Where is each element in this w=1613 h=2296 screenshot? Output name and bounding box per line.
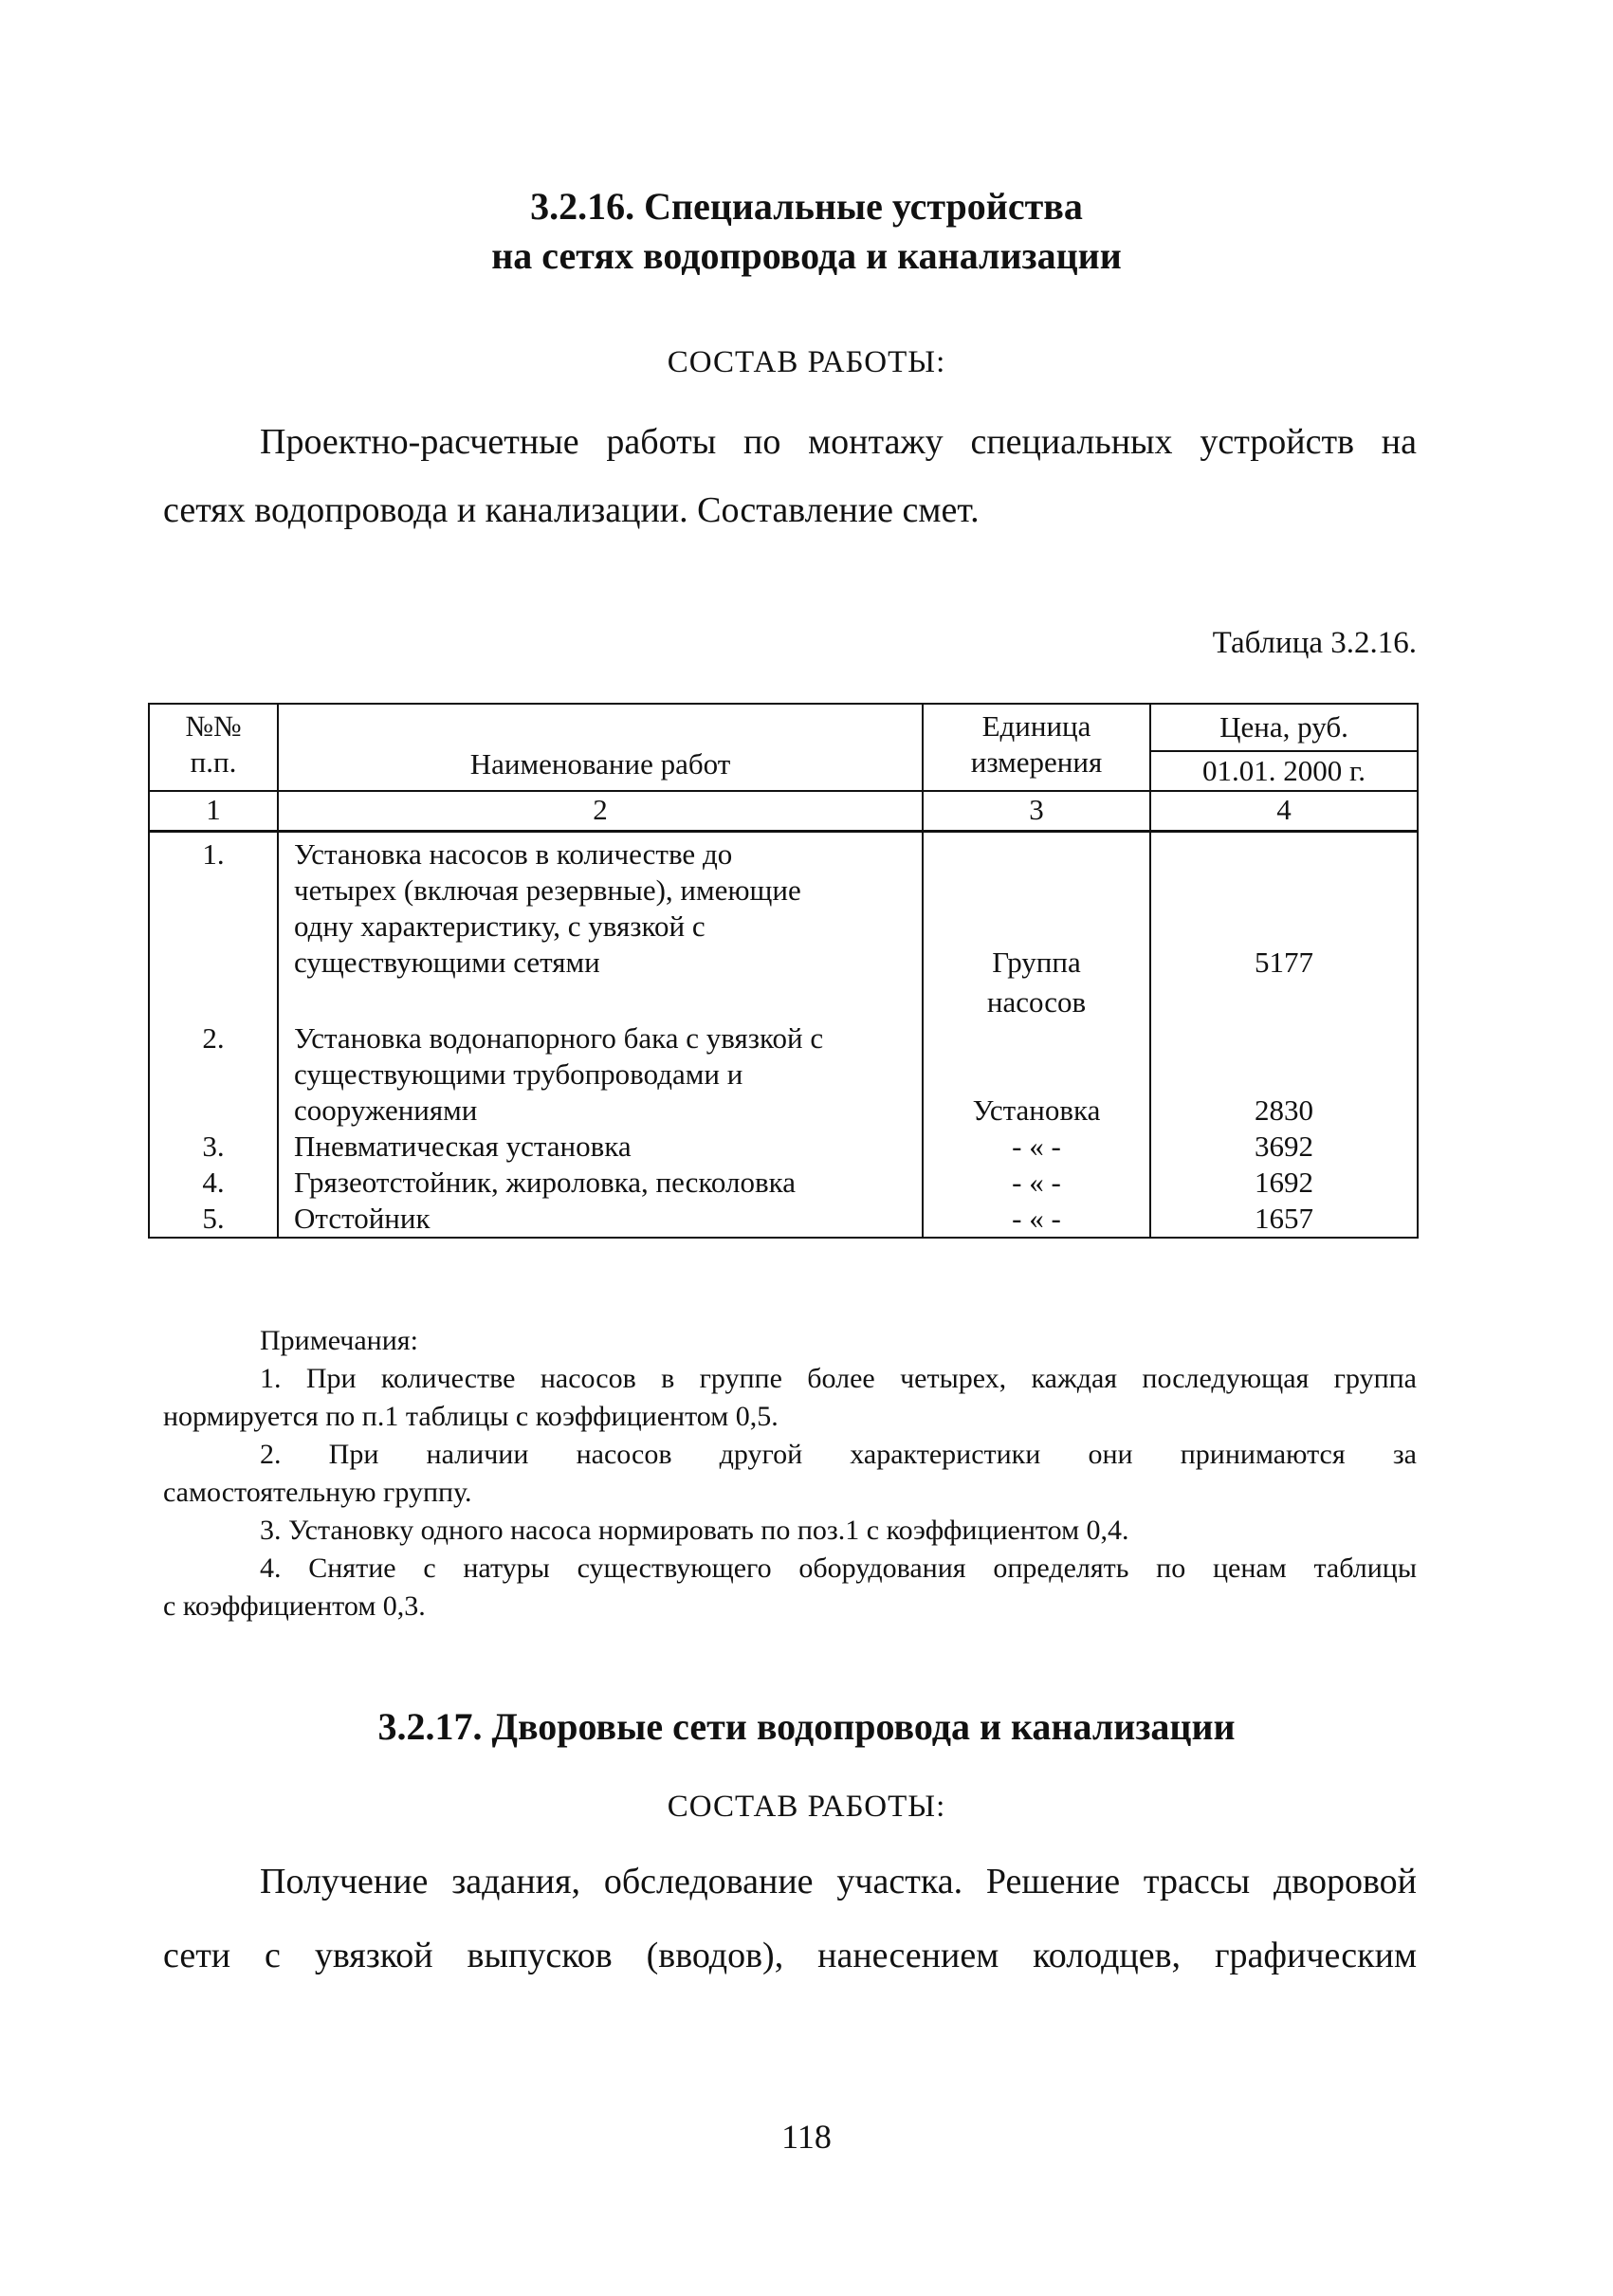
header-unit: Единица измерения — [923, 704, 1150, 791]
row-name: Пневматическая установка — [278, 1129, 923, 1165]
row-price: 1692 — [1150, 1165, 1418, 1201]
note-4-line-1: 4. Снятие с натуры существующего оборудования определять по ценам таблицы — [260, 1552, 1417, 1584]
column-number: 1 — [149, 791, 278, 832]
row-unit: - « - — [923, 1165, 1150, 1201]
row-num: 2. — [149, 1020, 278, 1129]
notes-heading: Примечания: — [260, 1325, 418, 1356]
table-row — [149, 1201, 1418, 1238]
section-1-work-heading: СОСТАВ РАБОТЫ: — [667, 345, 946, 379]
note-1-line-1: 1. При количестве насосов в группе более четырех, каждая последующая группа — [260, 1363, 1417, 1394]
row-name: Установка водонапорного бака с увязкой с существующими трубопроводами и сооружениями — [278, 1020, 923, 1129]
note-4-line-2: с коэффициентом 0,3. — [163, 1590, 426, 1622]
row-name: Отстойник — [278, 1201, 923, 1238]
row-price: 3692 — [1150, 1129, 1418, 1165]
row-unit: Группа насосов — [923, 832, 1150, 1021]
section-2-work-heading: СОСТАВ РАБОТЫ: — [667, 1790, 946, 1824]
section-2-description-line-2: сети с увязкой выпусков (вводов), нанесением колодцев, графическим — [163, 1936, 1417, 1975]
row-unit: - « - — [923, 1201, 1150, 1238]
works-table — [148, 703, 1419, 1239]
row-num: 1. — [149, 832, 278, 1021]
row-num: 3. — [149, 1129, 278, 1165]
section-1-description-line-2: сетях водопровода и канализации. Составление смет. — [163, 490, 980, 530]
table-row — [149, 832, 1418, 1021]
row-unit: - « - — [923, 1129, 1150, 1165]
note-2-line-2: самостоятельную группу. — [163, 1477, 472, 1508]
row-name: Установка насосов в количестве до четырех (включая резервные), имеющие одну характеристику, с увязкой с существующими сетями — [278, 832, 923, 1021]
table-row — [149, 1165, 1418, 1201]
row-num: 5. — [149, 1201, 278, 1238]
row-num: 4. — [149, 1165, 278, 1201]
header-num: №№ п.п. — [149, 704, 278, 791]
header-name: Наименование работ — [278, 704, 923, 791]
table-caption: Таблица 3.2.16. — [1212, 626, 1417, 660]
note-2-line-1: 2. При наличии насосов другой характеристики они принимаются за — [260, 1439, 1417, 1470]
note-3: 3. Установку одного насоса нормировать по поз.1 с коэффициентом 0,4. — [260, 1515, 1129, 1546]
section-1-title-line-1: 3.2.16. Специальные устройства — [530, 185, 1083, 228]
row-price: 2830 — [1150, 1020, 1418, 1129]
header-price: Цена, руб. 01.01. 2000 г. — [1150, 704, 1418, 791]
section-2-description-line-1: Получение задания, обследование участка. Решение трассы дворовой — [260, 1862, 1417, 1901]
row-name: Грязеотстойник, жироловка, песколовка — [278, 1165, 923, 1201]
column-number: 3 — [923, 791, 1150, 832]
table-row — [149, 1020, 1418, 1129]
page-number: 118 — [781, 2118, 832, 2156]
row-price: 5177 — [1150, 832, 1418, 1021]
row-price: 1657 — [1150, 1201, 1418, 1238]
section-1-title-line-2: на сетях водопровода и канализации — [491, 234, 1122, 277]
section-2-title: 3.2.17. Дворовые сети водопровода и канализации — [377, 1705, 1236, 1748]
column-number: 4 — [1150, 791, 1418, 832]
note-1-line-2: нормируется по п.1 таблицы с коэффициентом 0,5. — [163, 1401, 779, 1432]
row-unit: Установка — [923, 1020, 1150, 1129]
column-number: 2 — [278, 791, 923, 832]
table-header-row — [149, 704, 1418, 791]
table-row — [149, 1129, 1418, 1165]
section-1-description-line-1: Проектно-расчетные работы по монтажу специальных устройств на — [260, 422, 1417, 462]
column-numbers-row — [149, 791, 1418, 832]
